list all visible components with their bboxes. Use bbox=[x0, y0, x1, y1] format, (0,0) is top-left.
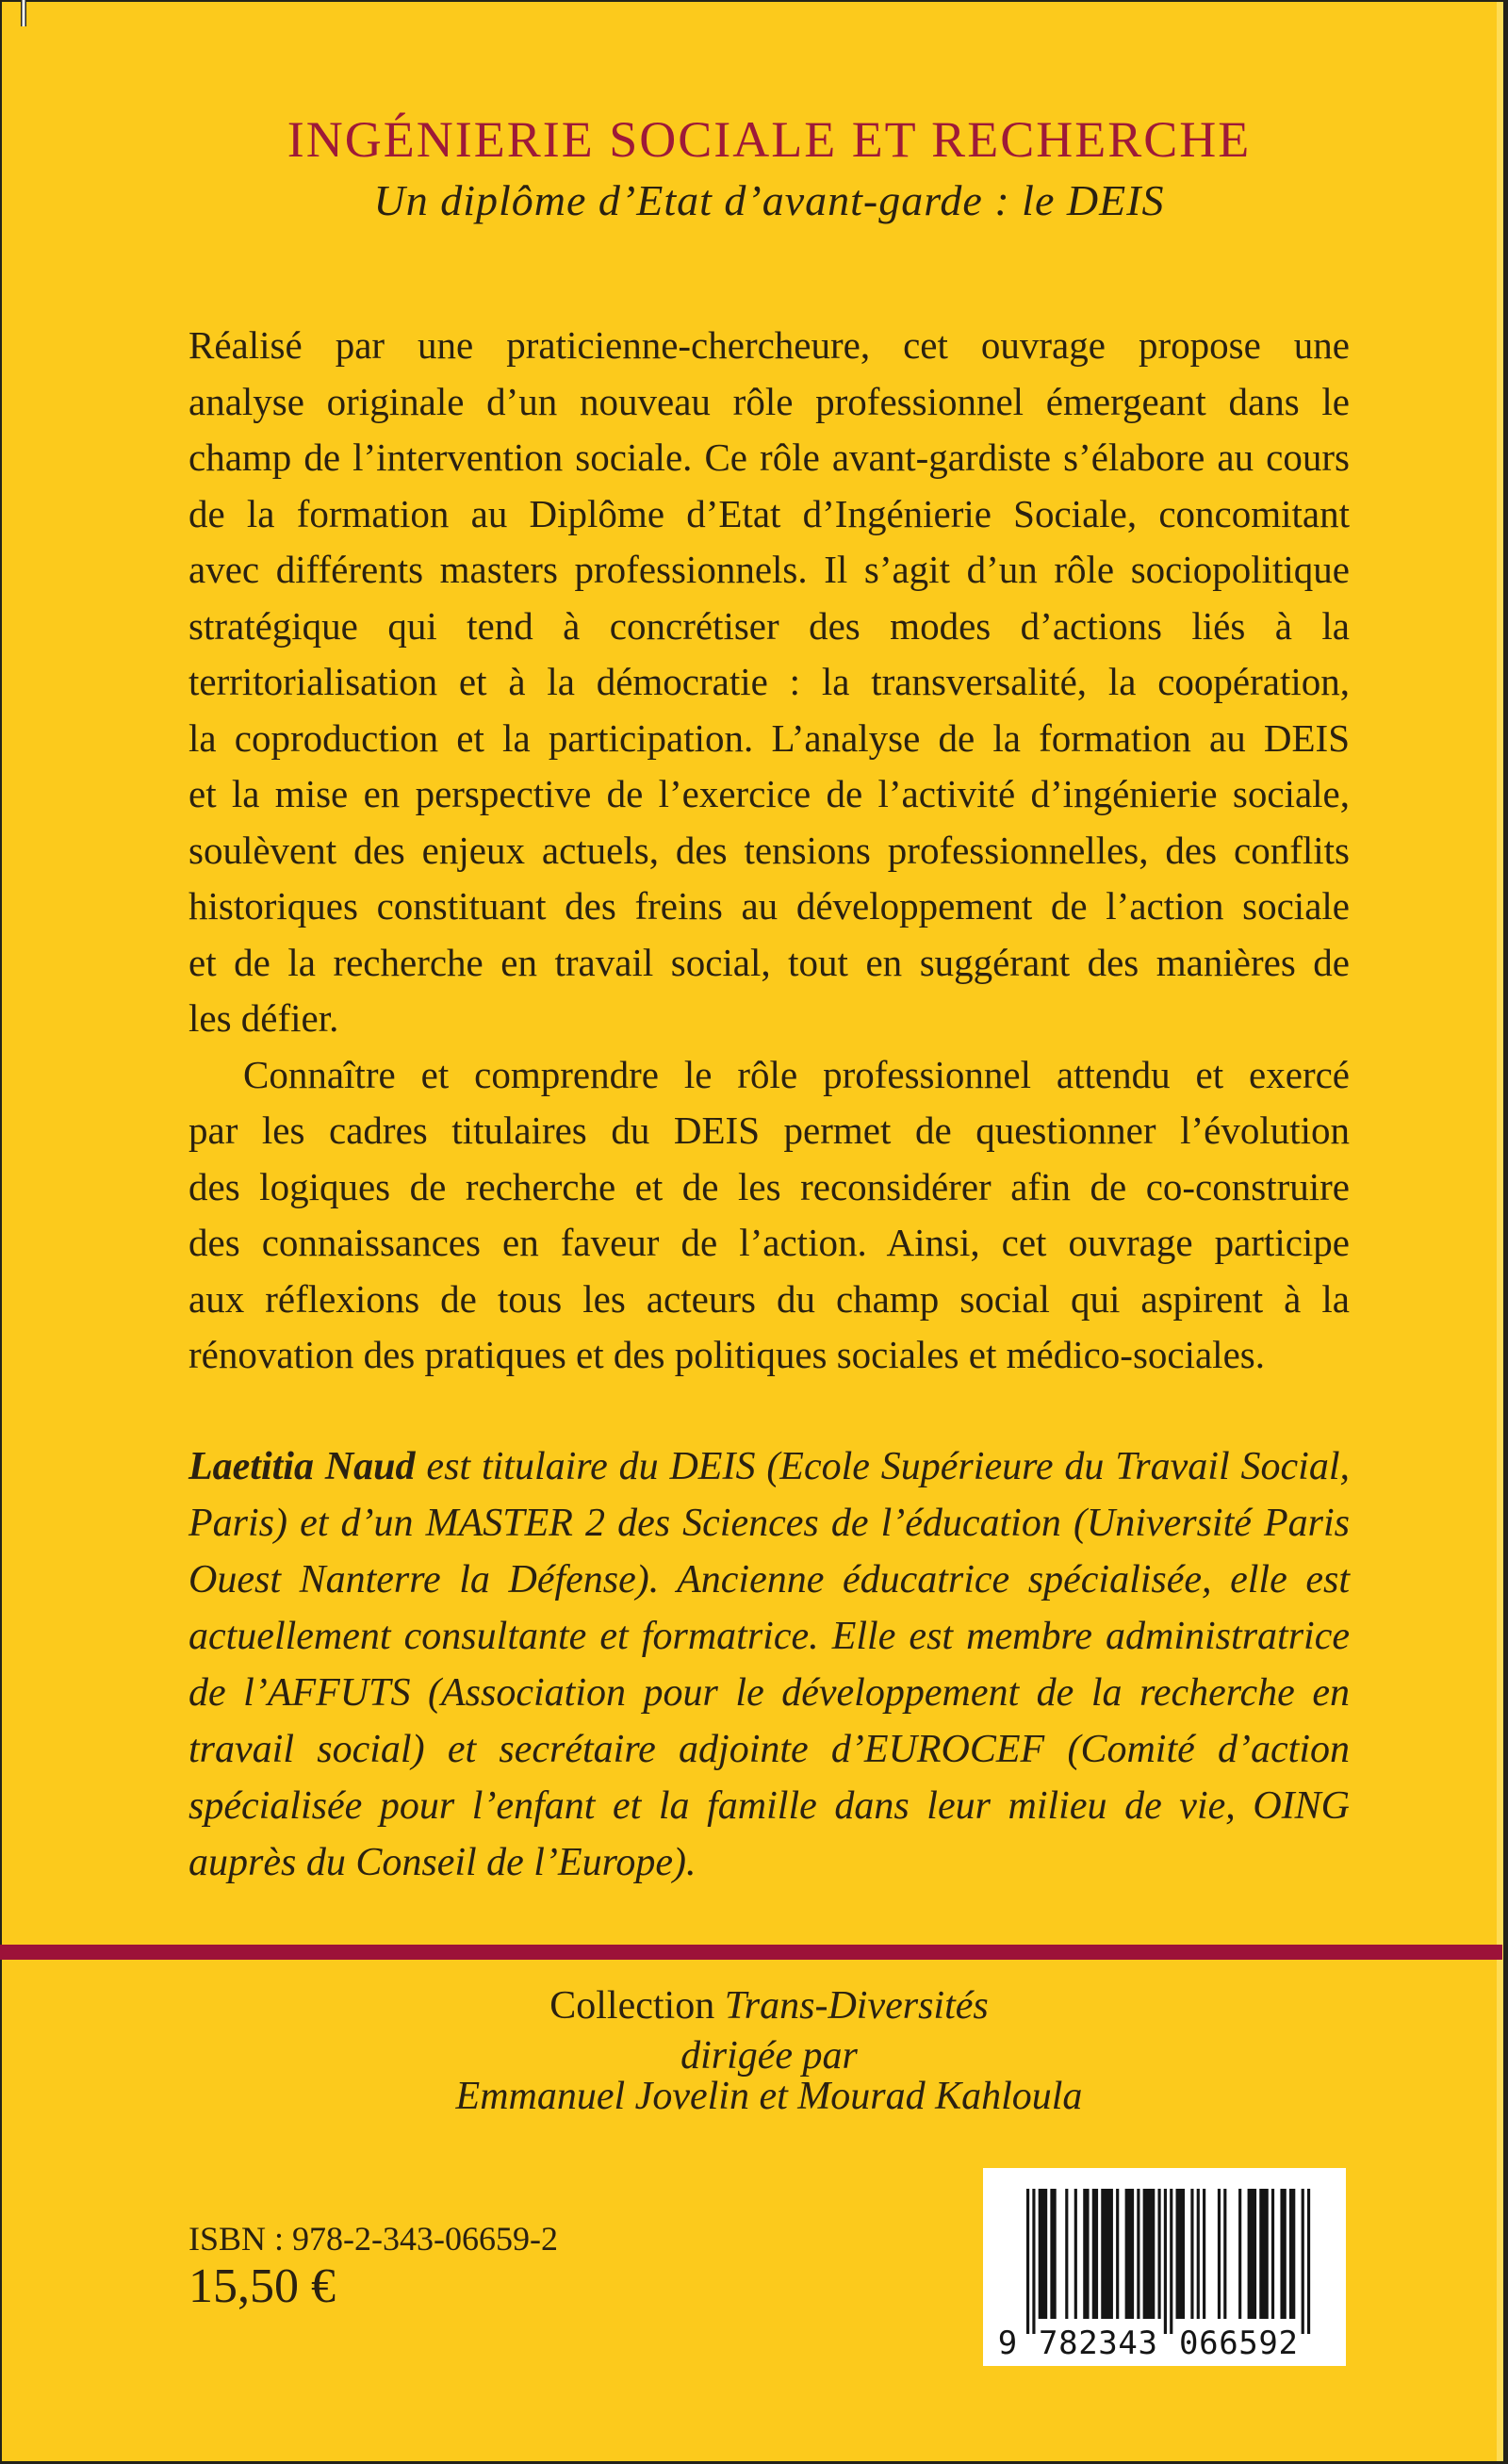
author-bio-line: spécialisée pour l’enfant et la famille dans leur milieu de vie, OING bbox=[188, 1784, 1350, 1828]
summary-line: rénovation des pratiques et des politiques sociales et médico-sociales. bbox=[188, 1333, 1265, 1376]
author-bio-line: de l’AFFUTS (Association pour le développement de la recherche en bbox=[188, 1671, 1350, 1715]
collection-name: Trans-Diversités bbox=[724, 1984, 989, 2028]
barcode bbox=[983, 2168, 1346, 2366]
summary-line: champ de l’intervention sociale. Ce rôle avant-gardiste s’élabore au cours bbox=[188, 435, 1350, 479]
back-cover-summary bbox=[188, 318, 1350, 1384]
isbn-text: ISBN : 978-2-343-06659-2 bbox=[188, 2220, 558, 2258]
collection-directed-by: dirigée par bbox=[680, 2034, 858, 2078]
summary-line: aux réflexions de tous les acteurs du champ social qui aspirent à la bbox=[188, 1276, 1350, 1321]
summary-line: Réalisé par une praticienne-chercheure, cet ouvrage propose une bbox=[188, 323, 1350, 367]
collection-divider-band bbox=[0, 1945, 1502, 1960]
book-title: INGÉNIERIE SOCIALE ET RECHERCHE bbox=[287, 111, 1252, 168]
author-bio-line: Ouest Nanterre la Défense). Ancienne éducatrice spécialisée, elle est bbox=[188, 1558, 1350, 1602]
summary-line: des connaissances en faveur de l’action. Ainsi, cet ouvrage participe bbox=[188, 1221, 1350, 1264]
registration-mark bbox=[21, 0, 26, 26]
summary-line: soulèvent des enjeux actuels, des tensions professionnelles, des conflits bbox=[188, 828, 1350, 872]
summary-line: des logiques de recherche et de les reconsidérer afin de co-construire bbox=[188, 1164, 1350, 1208]
scan-edge-left bbox=[0, 0, 2, 2464]
summary-line: territorialisation et à la démocratie : la transversalité, la coopération, bbox=[188, 660, 1350, 703]
collection-directors: Emmanuel Jovelin et Mourad Kahloula bbox=[455, 2075, 1083, 2118]
scan-edge-right bbox=[1503, 0, 1508, 2464]
summary-line: stratégique qui tend à concrétiser des modes d’actions liés à la bbox=[188, 603, 1350, 648]
price-text: 15,50 € bbox=[188, 2259, 336, 2313]
author-bio-line: auprès du Conseil de l’Europe). bbox=[188, 1841, 697, 1884]
summary-line: analyse originale d’un nouveau rôle professionnel émergeant dans le bbox=[188, 379, 1350, 423]
summary-line: historiques constituant des freins au développement de l’action sociale bbox=[188, 884, 1350, 928]
summary-line: de la formation au Diplôme d’Etat d’Ingénierie Sociale, concomitant bbox=[188, 491, 1350, 535]
scan-edge-top bbox=[0, 0, 1508, 2]
barcode-digits-right: 066592 bbox=[1179, 2324, 1298, 2362]
barcode-svg bbox=[983, 2168, 1346, 2366]
author-bio-line: actuellement consultante et formatrice. Elle est membre administratrice bbox=[188, 1615, 1350, 1658]
summary-line: les défier. bbox=[188, 996, 339, 1040]
barcode-bars bbox=[1026, 2189, 1310, 2334]
summary-line: Connaître et comprendre le rôle professionnel attendu et exercé bbox=[243, 1052, 1350, 1096]
author-bio-line: Paris) et d’un MASTER 2 des Sciences de l’éducation (Université Paris bbox=[188, 1502, 1350, 1545]
author-bio-line: travail social) et secrétaire adjointe d’EUROCEF (Comité d’action bbox=[188, 1728, 1350, 1771]
summary-line: et de la recherche en travail social, tout en suggérant des manières de bbox=[188, 940, 1350, 984]
author-bio-line: Laetitia Naud est titulaire du DEIS (Ecole Supérieure du Travail Social, bbox=[188, 1445, 1350, 1488]
book-subtitle: Un diplôme d’Etat d’avant-garde : le DEIS bbox=[373, 176, 1165, 224]
summary-line: la coproduction et la participation. L’analyse de la formation au DEIS bbox=[188, 715, 1350, 760]
collection-line: Collection Trans-Diversités bbox=[549, 1984, 989, 2028]
scan-edge-highlight bbox=[1497, 0, 1503, 2464]
summary-line: par les cadres titulaires du DEIS permet de questionner l’évolution bbox=[188, 1109, 1350, 1152]
author-bio bbox=[188, 1438, 1350, 1891]
summary-line: et la mise en perspective de l’exercice de l’activité d’ingénierie sociale, bbox=[188, 772, 1350, 815]
barcode-digit-first: 9 bbox=[997, 2324, 1018, 2362]
barcode-digits-left: 782343 bbox=[1039, 2324, 1157, 2362]
summary-line: avec différents masters professionnels. Il s’agit d’un rôle sociopolitique bbox=[188, 548, 1350, 591]
